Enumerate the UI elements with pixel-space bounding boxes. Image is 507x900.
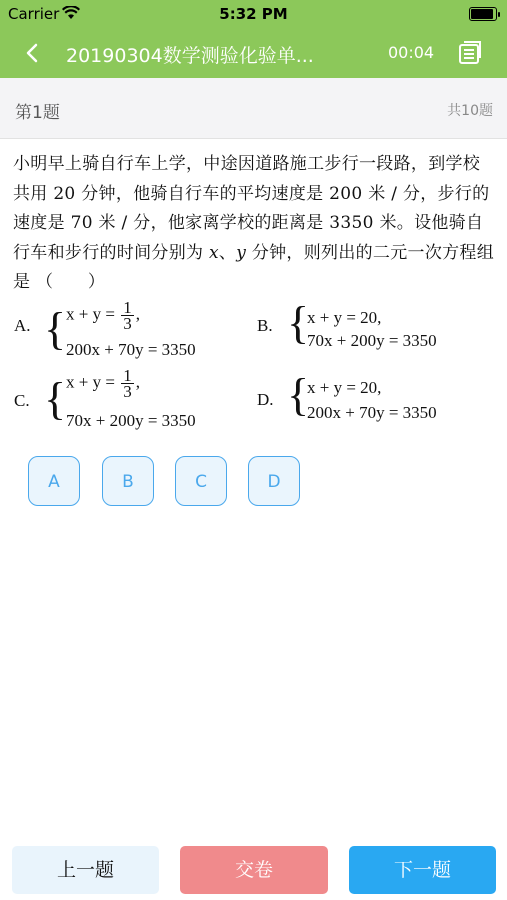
equation-2: 70x + 200y = 3350 [307,331,437,350]
option-letter: A. [14,316,31,335]
brace: { [287,369,310,420]
status-time: 5:32 PM [219,5,288,23]
option-b [257,297,487,364]
option-c [14,368,244,432]
equation-2: 200x + 70y = 3350 [307,403,437,422]
answer-button-c[interactable]: C [175,456,227,506]
equation-2: 70x + 200y = 3350 [66,411,196,430]
brace: { [44,373,67,424]
equation-2: 200x + 70y = 3350 [66,340,196,359]
answer-button-d[interactable]: D [248,456,300,506]
brace: { [44,303,67,354]
nav-bar [0,28,507,78]
question-header [0,78,507,139]
question-text: 小明早上骑自行车上学，中途因道路施工步行一段路，到学校共用 20 分钟，他骑自行车的平均速度是 200 米 / 分，步行的速度是 70 米 / 分，他家离学校的距离是 3350 米。设他骑自行车和步行的时间分别为 x、y 分钟，则列出的二元一次方程组是 （ ） [13,154,495,292]
question-number: 第1题 [15,103,60,123]
option-a [14,300,244,364]
battery-icon [469,7,497,21]
prev-question-button[interactable]: 上一题 [12,846,159,894]
next-question-button[interactable]: 下一题 [349,846,496,894]
exam-title: 20190304数学测验化验单... [66,45,314,67]
carrier-label: Carrier [8,5,60,23]
option-letter: C. [14,391,30,410]
status-bar [0,0,507,28]
option-letter: B. [257,316,273,335]
answer-button-b[interactable]: B [102,456,154,506]
answer-button-a[interactable]: A [28,456,80,506]
equation-1: x + y = $\frac{1}{3}$ , [66,366,140,401]
answer-sheet-icon[interactable] [455,38,485,68]
equation-1: x + y = 20, [307,378,382,397]
submit-exam-button[interactable]: 交卷 [180,846,328,894]
brace: { [287,297,310,348]
option-letter: D. [257,390,274,409]
equation-1: x + y = $\frac{1}{3}$ , [66,298,140,333]
option-d [257,369,487,436]
equation-1: x + y = 20, [307,308,382,327]
exam-timer: 00:04 [388,43,435,62]
chevron-left-icon[interactable] [18,38,48,68]
question-total: 共10题 [447,103,493,119]
